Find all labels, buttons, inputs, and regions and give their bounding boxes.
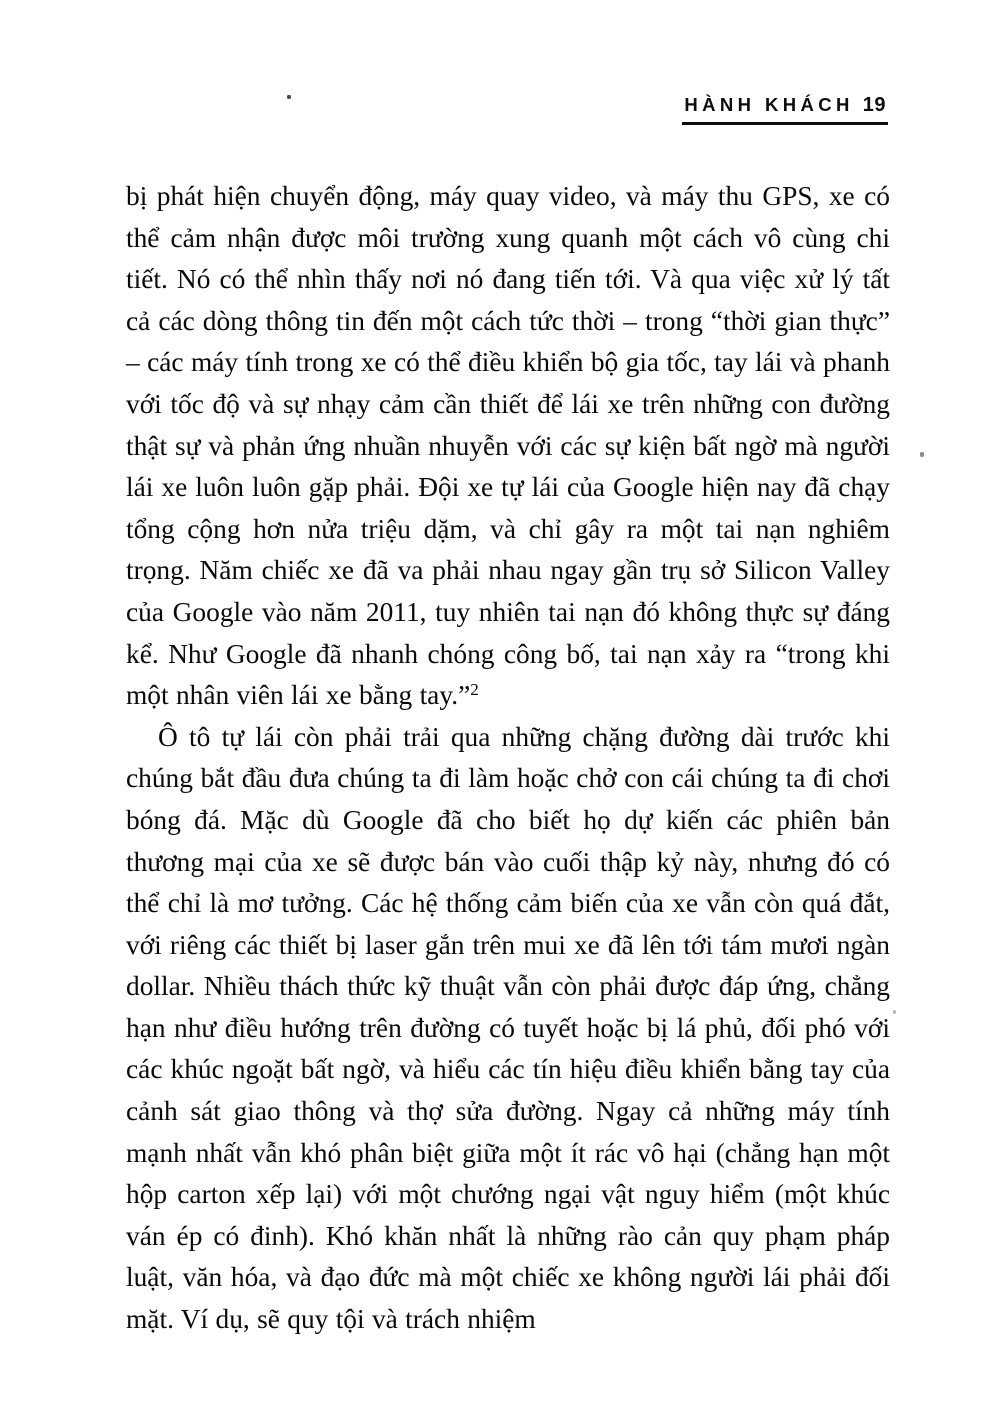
paragraph-new <box>126 717 890 1341</box>
body-text-block <box>126 176 890 1341</box>
scan-speck-artifact <box>287 95 291 99</box>
paragraph-text: bị phát hiện chuyển động, máy quay video, và máy thu GPS, xe có thể cảm nhận được môi trường xung quanh một cách vô cùng chi tiết. Nó có thể nhìn thấy nơi nó đang tiến tới. Và qua việc xử lý tất cả các dòng thông tin đến một cách tức thời – trong “thời gian thực” – các máy tính trong xe có thể điều khiển bộ gia tốc, tay lái và phanh với tốc độ và sự nhạy cảm cần thiết để lái xe trên những con đường thật sự và phản ứng nhuần nhuyễn với các sự kiện bất ngờ mà người lái xe luôn luôn gặp phải. Đội xe tự lái của Google hiện nay đã chạy tổng cộng hơn nửa triệu dặm, và chỉ gây ra một tai nạn nghiêm trọng. Năm chiếc xe đã va phải nhau ngay gần trụ sở Silicon Valley của Google vào năm 2011, tuy nhiên tai nạn đó không thực sự đáng kể. Như Google đã nhanh chóng công bố, tai nạn xảy ra “trong khi một nhân viên lái xe bằng tay.” <box>126 181 890 711</box>
scan-speck-artifact <box>920 452 924 457</box>
running-head-rule <box>682 94 888 125</box>
footnote-reference: 2 <box>470 680 479 700</box>
scan-speck-artifact <box>893 1010 896 1014</box>
paragraph-text: Ô tô tự lái còn phải trải qua những chặng đường dài trước khi chúng bắt đầu đưa chúng ta đi làm hoặc chở con cái chúng ta đi chơi bóng đá. Mặc dù Google đã cho biết họ dự kiến các phiên bản thương mại của xe sẽ được bán vào cuối thập kỷ này, nhưng đó có thể chỉ là mơ tưởng. Các hệ thống cảm biến của xe vẫn còn quá đắt, với riêng các thiết bị laser gắn trên mui xe đã lên tới tám mươi ngàn dollar. Nhiều thách thức kỹ thuật vẫn còn phải được đáp ứng, chẳng hạn như điều hướng trên đường có tuyết hoặc bị lá phủ, đối phó với các khúc ngoặt bất ngờ, và hiểu các tín hiệu điều khiển bằng tay của cảnh sát giao thông và thợ sửa đường. Ngay cả những máy tính mạnh nhất vẫn khó phân biệt giữa một ít rác vô hại (chẳng hạn một hộp carton xếp lại) với một chướng ngại vật nguy hiểm (một khúc ván ép có đinh). Khó khăn nhất là những rào cản quy phạm pháp luật, văn hóa, và đạo đức mà một chiếc xe không người lái phải đối mặt. Ví dụ, sẽ quy tội và trách nhiệm <box>126 721 890 1335</box>
page-number: 19 <box>862 94 886 116</box>
running-head <box>126 94 888 134</box>
running-head-title: HÀNH KHÁCH <box>684 94 854 115</box>
paragraph-continued <box>126 176 890 717</box>
